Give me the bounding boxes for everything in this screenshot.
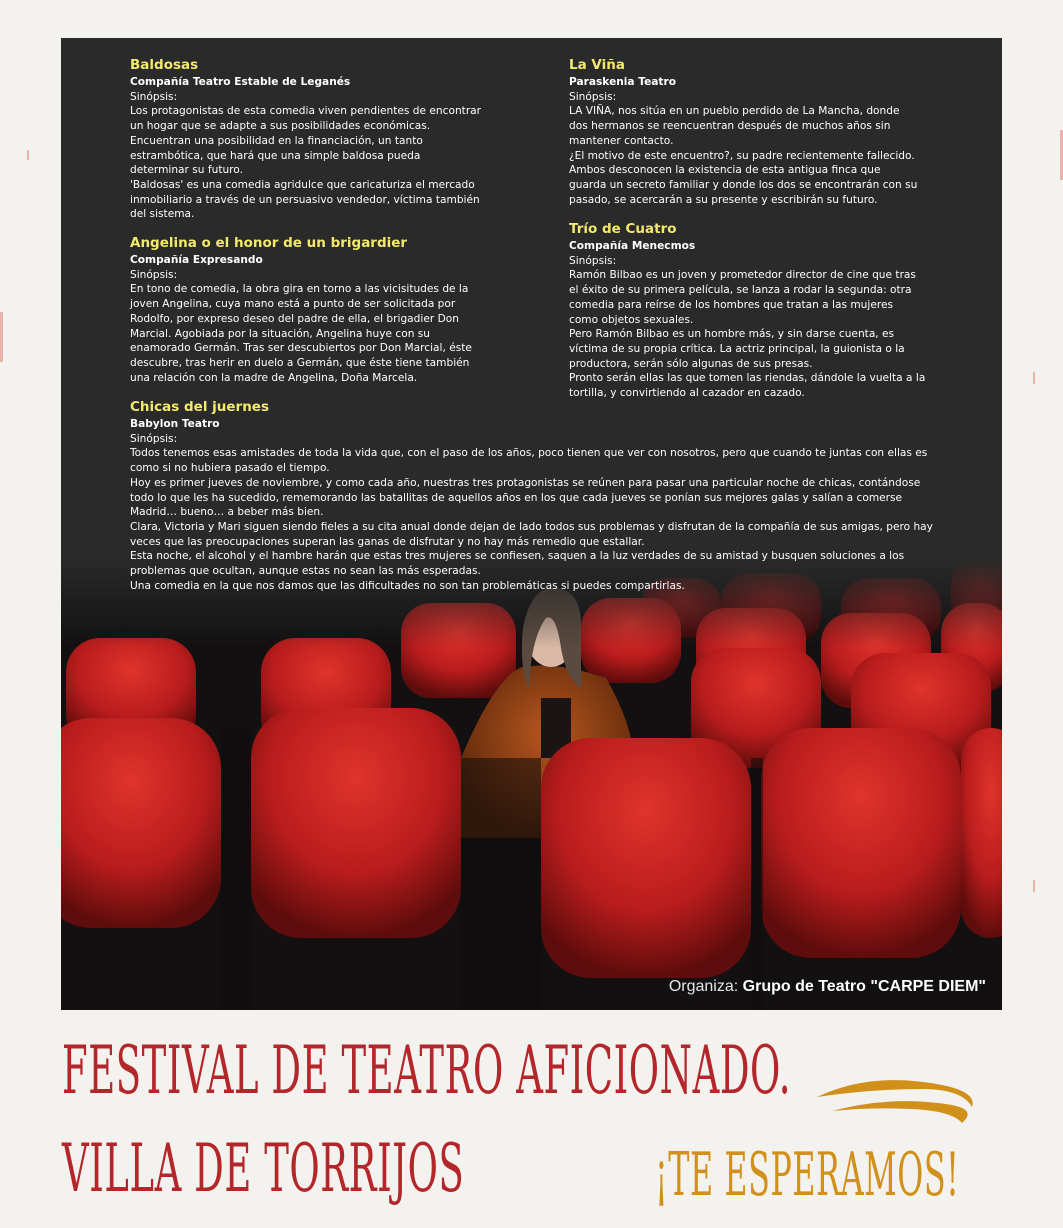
synopsis-line: comedia para reírse de los hombres que tratan a las mujeres [569,298,894,311]
synopsis-line: estrambótica, que hará que una simple baldosa pueda [130,149,421,162]
synopsis-line: En tono de comedia, la obra gira en torno a las vicisitudes de la [130,283,469,296]
play-company: Compañía Expresando [130,254,263,266]
synopsis-line: Marcial. Agobiada por la situación, Angelina huye con su [130,327,431,340]
synopsis-line: Pronto serán ellas las que tomen las riendas, dándole la vuelta a la [569,372,926,385]
synopsis-line: Clara, Victoria y Mari siguen siendo fieles a su cita anual donde dejan de lado todos sus problemas y disfrutan de la compañía de sus amigas, pero hay [130,520,933,533]
synopsis-line: guarda un secreto familiar y donde los dos se encontrarán con su [569,178,918,191]
play-la-vina [569,56,989,207]
play-title: La Viña [569,57,625,73]
synopsis-line: descubre, tras herir en duelo a Germán, que éste tiene también [130,356,470,369]
play-company: Babylon Teatro [130,418,220,430]
synopsis-line: Ramón Bilbao es un joven y prometedor director de cine que tras [569,269,916,282]
play-company: Compañía Teatro Estable de Leganés [130,76,351,88]
synopsis-line: enamorado Germán. Tras ser descubiertos por Don Marcial, éste [130,342,472,355]
synopsis-line: como si no hubiera pasado el tiempo. [130,462,330,475]
edge-mark [27,150,29,160]
synopsis-line: Encuentran una posibilidad en la financiación, un tanto [130,134,423,147]
organizer-label: Organiza: [668,978,739,995]
synopsis-line: productora, serán sólo algunas de sus presas. [569,357,813,370]
synopsis-line: Los protagonistas de esta comedia viven pendientes de encontrar [130,105,482,118]
synopsis-line: joven Angelina, cuya mano está a punto de ser solicitada por [130,298,456,311]
play-trio-de-cuatro [569,220,989,401]
edge-mark [0,312,3,362]
play-baldosas [130,56,560,222]
synopsis-label: Sinópsis: [130,268,178,281]
edge-mark [1033,372,1035,384]
synopsis-line: tortilla, y convirtiendo al cazador en cazado. [569,387,805,400]
synopsis-line: Esta noche, el alcohol y el hambre harán que estas tres mujeres se confiesen, saquen a la luz verdades de su amistad y busquen soluciones a los [130,550,905,563]
play-company: Compañía Menecmos [569,240,696,252]
synopsis-line: problemas que ocultan, aunque estas no sean las más esperadas. [130,565,481,578]
synopsis-line: Madrid… bueno… a beber más bien. [130,506,324,519]
festival-title-line1: FESTIVAL DE TEATRO AFICIONADO. [62,1032,792,1109]
synopsis-label: Sinópsis: [569,254,617,267]
program-panel [61,38,1002,1010]
synopsis-label: Sinópsis: [130,432,178,445]
synopsis-line: un hogar que se adapte a sus posibilidades económicas. [130,120,431,133]
synopsis-line: 'Baldosas' es una comedia agridulce que caricaturiza el mercado [130,178,475,191]
edge-mark [1033,880,1035,892]
synopsis-line: el éxito de su primera película, se lanza a rodar la segunda: otra [569,284,912,297]
play-chicas-del-juernes [130,398,990,593]
synopsis-line: ¿El motivo de este encuentro?, su padre recientemente fallecido. [569,149,915,162]
play-angelina [130,234,560,385]
synopsis-line: Pero Ramón Bilbao es un hombre más, y sin darse cuenta, es [569,328,895,341]
festival-title-line2: VILLA DE TORRIJOS [62,1130,465,1207]
play-title: Trío de Cuatro [569,221,677,237]
synopsis-line: una relación con la madre de Angelina, Doña Marcela. [130,371,418,384]
synopsis-line: Rodolfo, por expreso deseo del padre de ella, el brigadier Don [130,312,459,325]
flourish-ornament [812,1075,982,1130]
synopsis-line: veces que las preocupaciones superan las ganas de disfrutar y no hay más remedio que estallar. [130,535,645,548]
organizer-credit [669,976,986,998]
synopsis-line: víctima de su propia crítica. La actriz principal, la guionista o la [569,342,905,355]
organizer-name: Grupo de Teatro "CARPE DIEM" [742,978,986,995]
synopsis-label: Sinópsis: [569,90,617,103]
synopsis-line: Una comedia en la que nos damos que las dificultades no son tan problemáticas si puedes compartirlas. [130,579,685,592]
synopsis-line: dos hermanos se reencuentran después de muchos años sin [569,120,891,133]
synopsis-line: mantener contacto. [569,134,674,147]
synopsis-line: todo lo que les ha sucedido, rememorando las batallitas de aquellos años en los que cada jueves se ponían sus mejores galas y salían a comerse [130,491,903,504]
synopsis-line: Todos tenemos esas amistades de toda la vida que, con el paso de los años, poco tienen que ver con nosotros, pero que cuando te juntas con ellas es [130,447,928,460]
synopsis-line: Ambos desconocen la existencia de esta antigua finca que [569,164,881,177]
synopsis-line: del sistema. [130,208,195,221]
synopsis-label: Sinópsis: [130,90,178,103]
cta-te-esperamos: ¡TE ESPERAMOS! [655,1140,960,1210]
synopsis-line: Hoy es primer jueves de noviembre, y como cada año, nuestras tres protagonistas se reúnen para pasar una particular noche de chicas, contándose [130,476,921,489]
synopsis-line: inmobiliario a través de un persuasivo vendedor, víctima también [130,193,480,206]
play-title: Chicas del juernes [130,399,269,415]
play-title: Baldosas [130,57,199,73]
play-title: Angelina o el honor de un brigardier [130,235,408,251]
play-company: Paraskenia Teatro [569,76,676,88]
synopsis-line: pasado, se acercarán a su presente y escribirán su futuro. [569,193,878,206]
synopsis-line: determinar su futuro. [130,164,243,177]
synopsis-line: LA VIÑA, nos sitúa en un pueblo perdido de La Mancha, donde [569,105,900,118]
synopsis-line: como objetos sexuales. [569,313,694,326]
